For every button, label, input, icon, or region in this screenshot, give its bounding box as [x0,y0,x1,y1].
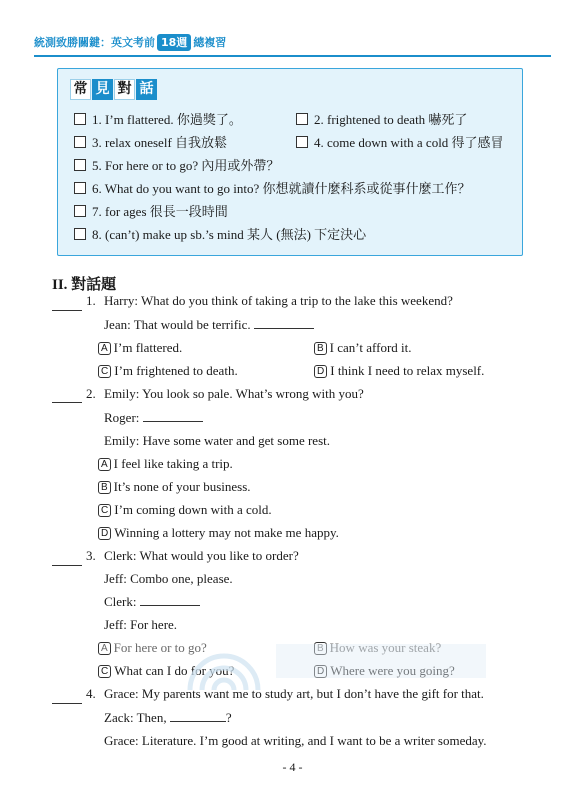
header-rule [34,55,551,57]
question-number: 3. [86,548,96,563]
question-number: 4. [86,686,96,701]
vocab-item: 7. for ages 很長一段時間 [74,203,228,221]
option-c[interactable]: C I’m coming down with a cold. [98,501,272,519]
page-number: - 4 - [282,760,303,774]
dialogue-line: Grace: Literature. I’m good at writing, and I want to be a writer someday. [104,733,487,748]
option-a[interactable]: A For here or to go? [98,639,207,657]
option-c[interactable]: C I’m frightened to death. [98,362,238,380]
header-suffix: 總複習 [193,36,227,49]
fill-blank[interactable] [140,593,200,606]
vocab-item: 3. relax oneself 自我放鬆 [74,134,227,152]
header-prefix: 統測致勝關鍵：英文考前 [34,36,155,49]
option-d[interactable]: D Where were you going? [314,662,455,680]
dialogue-line: Emily: You look so pale. What’s wrong with you? [104,386,364,401]
option-b[interactable]: B How was your steak? [314,639,441,657]
checkbox-icon[interactable] [74,205,86,217]
vocab-item: 4. come down with a cold 得了感冒 [296,134,504,152]
running-header [34,32,226,52]
vocab-item: 2. frightened to death 嚇死了 [296,111,467,129]
answer-blank[interactable] [52,310,82,311]
dialogue-line: Jean: That would be terrific. [104,316,314,334]
title-char: 對 [114,79,135,100]
dialogue-line: Zack: Then, ? [104,710,232,725]
option-a[interactable]: A I feel like taking a trip. [98,455,233,473]
fill-blank[interactable] [170,709,226,722]
checkbox-icon[interactable] [296,113,308,125]
checkbox-icon[interactable] [74,136,86,148]
dialogue-line: Emily: Have some water and get some rest. [104,433,330,448]
option-a[interactable]: A I’m flattered. [98,339,182,357]
checkbox-icon[interactable] [74,113,86,125]
vocab-item: 8. (can’t) make up sb.’s mind 某人 (無法) 下定決心 [74,226,366,244]
dialogue-line: Grace: My parents want me to study art, but I don’t have the gift for that. [104,686,484,701]
option-d[interactable]: D I think I need to relax myself. [314,362,484,380]
dialogue-line: Jeff: For here. [104,617,178,632]
question-number: 2. [86,386,96,401]
answer-blank[interactable] [52,703,82,704]
title-char: 見 [92,79,113,100]
checkbox-icon[interactable] [296,136,308,148]
dialogue-line: Clerk: What would you like to order? [104,548,299,563]
common-dialogue-box [57,68,523,256]
dialogue-line: Clerk: [104,593,200,611]
vocab-box-title [70,79,157,100]
answer-blank[interactable] [52,565,82,566]
dialogue-line: Harry: What do you think of taking a trip to the lake this weekend? [104,293,453,308]
title-char: 話 [136,79,157,100]
header-badge: 18週 [157,34,191,51]
dialogue-line: Jeff: Combo one, please. [104,571,233,586]
section-title: II. 對話題 [52,277,117,293]
option-d[interactable]: D Winning a lottery may not make me happy. [98,524,339,542]
fill-blank[interactable] [254,316,314,329]
question-number: 1. [86,293,96,308]
fill-blank[interactable] [143,409,203,422]
option-b[interactable]: B I can’t afford it. [314,339,412,357]
checkbox-icon[interactable] [74,182,86,194]
checkbox-icon[interactable] [74,159,86,171]
dialogue-line: Roger: [104,409,203,427]
option-b[interactable]: B It’s none of your business. [98,478,251,496]
vocab-item: 5. For here or to go? 內用或外帶？ [74,157,279,175]
option-c[interactable]: C What can I do for you? [98,662,234,680]
vocab-item: 6. What do you want to go into? 你想就讀什麼科系或從事什麼工作？ [74,180,471,198]
answer-blank[interactable] [52,402,82,403]
title-char: 常 [70,79,91,100]
vocab-item: 1. I’m flattered. 你過獎了。 [74,111,242,129]
checkbox-icon[interactable] [74,228,86,240]
